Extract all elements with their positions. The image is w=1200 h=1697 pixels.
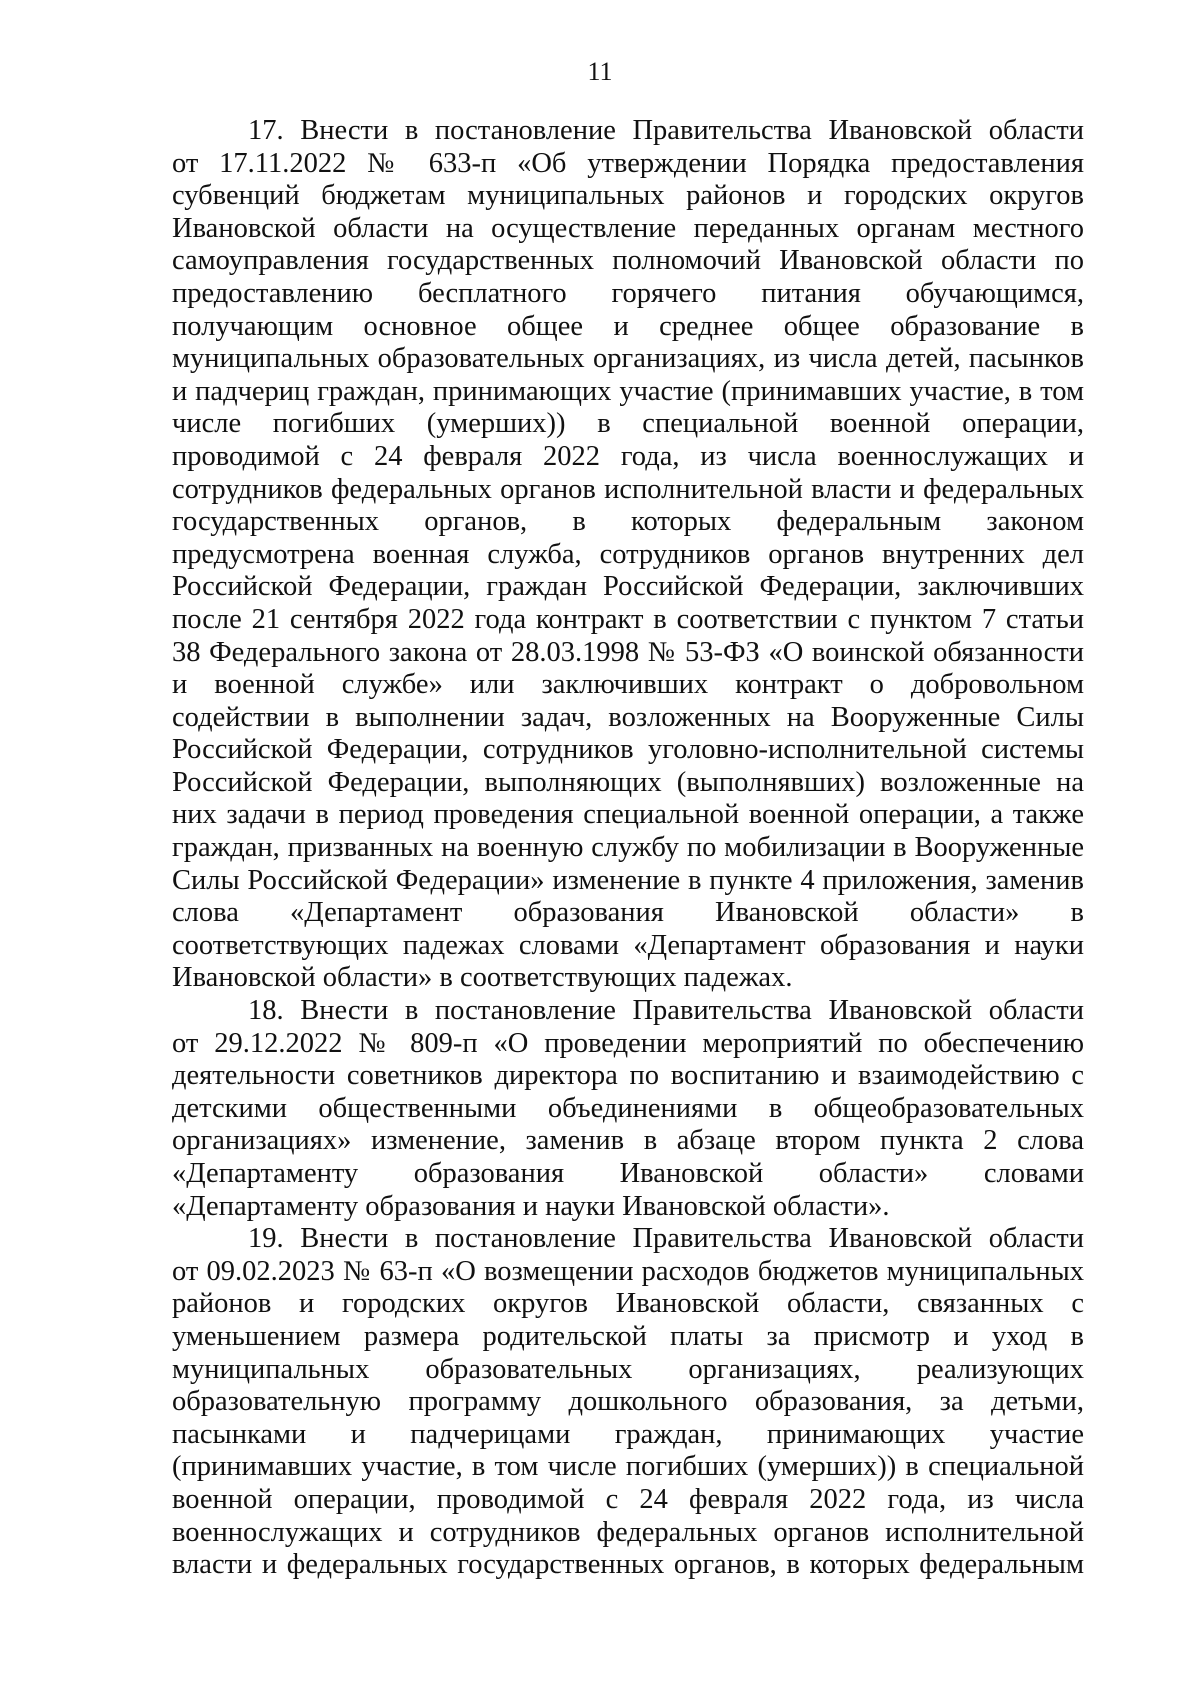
text-line: субвенций бюджетам муниципальных районов и городских округов <box>172 180 1084 212</box>
text-line: 19. Внести в постановление Правительства Ивановской области <box>248 1223 1084 1255</box>
text-line: государственных органов, в которых федеральным законом <box>172 506 1084 538</box>
text-line: числе погибших (умерших)) в специальной военной операции, <box>172 408 1084 440</box>
text-line: предоставлению бесплатного горячего питания обучающимся, <box>172 277 1084 309</box>
text-line: Силы Российской Федерации» изменение в пункте 4 приложения, заменив <box>172 864 1084 896</box>
text-line: власти и федеральных государственных органов, в которых федеральным <box>172 1549 1084 1581</box>
page-number: 11 <box>587 57 613 86</box>
text-line: муниципальных образовательных организациях, реализующих <box>172 1353 1084 1385</box>
text-line: 18. Внести в постановление Правительства Ивановской области <box>248 995 1084 1027</box>
text-line: граждан, призванных на военную службу по мобилизации в Вооруженные <box>172 832 1084 864</box>
text-line: и военной службе» или заключивших контракт о добровольном <box>172 669 1084 701</box>
paragraph-17 <box>172 115 1084 995</box>
text-line: Ивановской области на осуществление переданных органам местного <box>172 212 1084 244</box>
text-line: «Департаменту образования и науки Ивановской области». <box>172 1190 890 1222</box>
text-line: от 17.11.2022 № 633-п «Об утверждении Порядка предоставления <box>172 147 1084 179</box>
text-line: Российской Федерации, сотрудников уголовно-исполнительной системы <box>172 734 1084 766</box>
text-line: Российской Федерации, выполняющих (выполнявших) возложенные на <box>172 766 1084 798</box>
text-line: самоуправления государственных полномочий Ивановской области по <box>172 245 1084 277</box>
text-line: организациях» изменение, заменив в абзаце втором пункта 2 слова <box>172 1125 1084 1157</box>
text-line: слова «Департамент образования Ивановской области» в <box>172 897 1084 929</box>
text-line: 38 Федерального закона от 28.03.1998 № 53-ФЗ «О воинской обязанности <box>172 636 1084 668</box>
text-line: пасынками и падчерицами граждан, принимающих участие <box>172 1418 1084 1450</box>
text-line: Ивановской области» в соответствующих падежах. <box>172 962 793 994</box>
text-line: и падчериц граждан, принимающих участие (принимавших участие, в том <box>172 375 1084 407</box>
text-line: содействии в выполнении задач, возложенных на Вооруженные Силы <box>172 701 1084 733</box>
text-line: муниципальных образовательных организациях, из числа детей, пасынков <box>172 343 1084 375</box>
text-line: сотрудников федеральных органов исполнительной власти и федеральных <box>172 473 1084 505</box>
text-line: (принимавших участие, в том числе погибших (умерших)) в специальной <box>172 1451 1084 1483</box>
text-line: военнослужащих и сотрудников федеральных органов исполнительной <box>172 1516 1084 1548</box>
text-line: после 21 сентября 2022 года контракт в соответствии с пунктом 7 статьи <box>172 603 1084 635</box>
document-body <box>172 115 1084 1582</box>
text-line: районов и городских округов Ивановской области, связанных с <box>172 1288 1084 1320</box>
text-line: соответствующих падежах словами «Департамент образования и науки <box>172 929 1084 961</box>
text-line: получающим основное общее и среднее общее образование в <box>172 310 1084 342</box>
text-line: Российской Федерации, граждан Российской Федерации, заключивших <box>172 571 1084 603</box>
text-line: предусмотрена военная служба, сотрудников органов внутренних дел <box>172 538 1084 570</box>
text-line: деятельности советников директора по воспитанию и взаимодействию с <box>172 1060 1084 1092</box>
paragraph-19 <box>172 1223 1084 1582</box>
text-line: детскими общественными объединениями в общеобразовательных <box>172 1092 1084 1124</box>
text-line: от 29.12.2022 № 809-п «О проведении мероприятий по обеспечению <box>172 1027 1084 1059</box>
text-line: от 09.02.2023 № 63-п «О возмещении расходов бюджетов муниципальных <box>172 1255 1084 1287</box>
text-line: «Департаменту образования Ивановской области» словами <box>172 1158 1084 1189</box>
paragraph-18 <box>172 995 1084 1223</box>
text-line: 17. Внести в постановление Правительства Ивановской области <box>248 115 1084 146</box>
text-line: уменьшением размера родительской платы за присмотр и уход в <box>172 1320 1084 1352</box>
text-line: образовательную программу дошкольного образования, за детьми, <box>172 1386 1084 1418</box>
text-line: военной операции, проводимой с 24 февраля 2022 года, из числа <box>172 1483 1084 1515</box>
text-line: проводимой с 24 февраля 2022 года, из числа военнослужащих и <box>172 440 1084 472</box>
text-line: них задачи в период проведения специальной военной операции, а также <box>172 799 1084 831</box>
